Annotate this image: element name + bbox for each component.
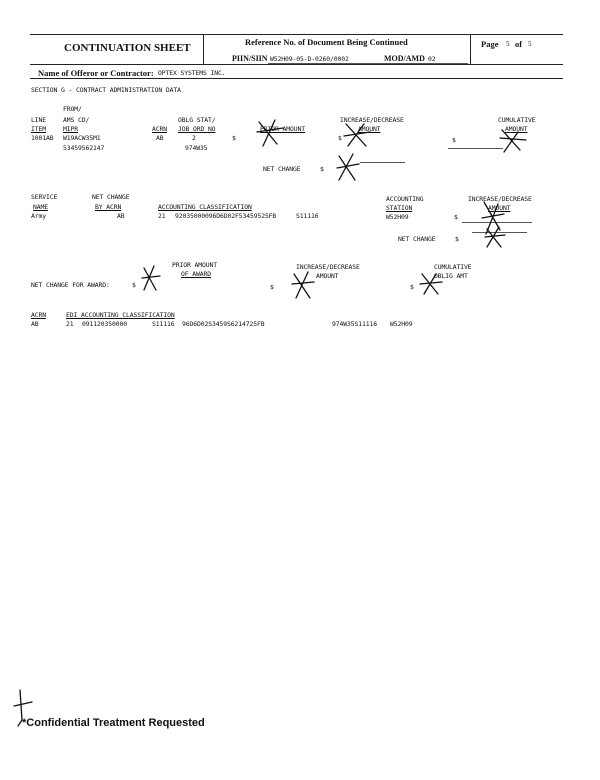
- svc-row-station: W52H09: [386, 213, 409, 221]
- mod-label: MOD/AMD: [384, 54, 425, 63]
- svc-net-change-label: NET CHANGE: [398, 235, 436, 243]
- mod-value: 02: [428, 55, 436, 63]
- redaction-mark-award-cum: [418, 270, 444, 298]
- section-title: SECTION G - CONTRACT ADMINISTRATION DATA: [31, 86, 181, 94]
- col-from-1: FROM/: [63, 105, 82, 113]
- row-oblg: 2: [192, 134, 196, 142]
- award-prior-2: OF AWARD: [181, 270, 211, 278]
- svc-row-num: 21: [158, 212, 166, 220]
- confidential-notice: *Confidential Treatment Requested: [22, 717, 205, 729]
- page-label: Page: [481, 39, 499, 49]
- row-job: 974W35: [185, 144, 208, 152]
- piin-label: PIIN/SIIN: [232, 54, 268, 63]
- col-service: SERVICE: [31, 193, 58, 201]
- redaction-mark-award-incdec: [290, 270, 316, 302]
- page-number: 5: [506, 40, 510, 48]
- net-change-dollar: $: [320, 165, 324, 173]
- edi-code1: 091120350000: [82, 320, 127, 328]
- net-change-line: [360, 162, 405, 163]
- redaction-mark-net: [335, 152, 361, 184]
- col-oblg-1: OBLG STAT/: [178, 116, 216, 124]
- header-bottom-border: [30, 64, 563, 65]
- edi-station: 974W35S11116: [332, 320, 377, 328]
- col-line-1: LINE: [31, 116, 46, 124]
- header-divider-1: [203, 34, 204, 65]
- award-dollar-1: $: [132, 281, 136, 289]
- award-incdec-2: AMOUNT: [316, 272, 339, 280]
- col-incdec-1: INCREASE/DECREASE: [340, 116, 404, 124]
- edi-code2: S11116: [152, 320, 175, 328]
- net-change-label: NET CHANGE: [263, 165, 301, 173]
- award-dollar-2: $: [270, 283, 274, 291]
- edi-num: 21: [66, 320, 74, 328]
- redaction-mark-award-prior: [140, 264, 162, 294]
- svc-row-acrn: AB: [117, 212, 125, 220]
- row-mipr: W19ACW35M1: [63, 134, 101, 142]
- svc-row-code: S11116: [296, 212, 319, 220]
- col-prior-amount: PRIOR AMOUNT: [260, 125, 305, 133]
- redaction-mark-svc-net: [483, 225, 507, 251]
- col-from-2: AMS CD/: [63, 116, 90, 124]
- row-dollar-2: $: [338, 134, 342, 142]
- edi-accounting: 96D6D02S3459S6214725FB: [182, 320, 265, 328]
- award-incdec-1: INCREASE/DECREASE: [296, 263, 360, 271]
- row-acrn: AB: [156, 134, 164, 142]
- col-name: NAME: [33, 203, 48, 211]
- offeror-bottom-border: [30, 78, 563, 79]
- col-from-3: MIPR: [63, 125, 78, 133]
- col-cum-2: AMOUNT: [505, 125, 528, 133]
- svc-row-dollar: $: [454, 213, 458, 221]
- piin-value: W52H09-05-D-0260/0002: [270, 55, 349, 63]
- offeror-value: OPTEX SYSTEMS INC.: [158, 69, 226, 77]
- col-svc-incdec-2: AMOUNT: [488, 204, 511, 212]
- piin-underline: [268, 63, 468, 64]
- col-acrn: ACRN: [152, 125, 167, 133]
- row-dollar-3: $: [452, 136, 456, 144]
- page-of: of: [515, 39, 523, 49]
- row-dollar-1: $: [232, 134, 236, 142]
- edi-col-acrn: ACRN: [31, 311, 46, 319]
- offeror-label: Name of Offeror or Contractor:: [38, 68, 154, 78]
- header-divider-2: [470, 34, 471, 65]
- reference-title: Reference No. of Document Being Continued: [245, 37, 408, 47]
- col-net-1: NET CHANGE: [92, 193, 130, 201]
- col-line-2: ITEM: [31, 125, 46, 133]
- award-prior-1: PRIOR AMOUNT: [172, 261, 217, 269]
- award-dollar-3: $: [410, 283, 414, 291]
- col-cum-1: CUMULATIVE: [498, 116, 536, 124]
- svc-row-accounting: 92035000096D6D02F53459525FB: [175, 212, 277, 220]
- award-cum-1: CUMULATIVE: [434, 263, 472, 271]
- row-line-cum: [448, 148, 503, 149]
- col-accounting-classification: ACCOUNTING CLASSIFICATION: [158, 203, 252, 211]
- col-oblg-2: JOB ORD NO: [178, 125, 216, 133]
- sheet-title: CONTINUATION SHEET: [64, 42, 191, 54]
- col-net-2: BY ACRN: [95, 203, 122, 211]
- col-incdec-2: AMOUNT: [358, 125, 381, 133]
- award-cum-2: OBLIG AMT: [434, 272, 468, 280]
- col-svc-incdec-1: INCREASE/DECREASE: [468, 195, 532, 203]
- edi-col-classification: EDI ACCOUNTING CLASSIFICATION: [66, 311, 175, 319]
- col-station-2: STATION: [386, 204, 413, 212]
- col-station-1: ACCOUNTING: [386, 195, 424, 203]
- row-mipr-2: 53459562147: [63, 144, 105, 152]
- net-change-for-award-label: NET CHANGE FOR AWARD:: [31, 281, 110, 289]
- redaction-mark-prior: [255, 118, 285, 148]
- redaction-mark-cum: [498, 126, 528, 156]
- redaction-mark-incdec: [342, 120, 372, 150]
- page-total: 5: [528, 40, 532, 48]
- edi-acrn: AB: [31, 320, 39, 328]
- header-top-border: [30, 34, 563, 35]
- svc-net-change-dollar: $: [455, 235, 459, 243]
- edi-station-2: W52H09: [390, 320, 413, 328]
- row-item: 1001AB: [31, 134, 54, 142]
- svc-row-service: Army: [31, 212, 46, 220]
